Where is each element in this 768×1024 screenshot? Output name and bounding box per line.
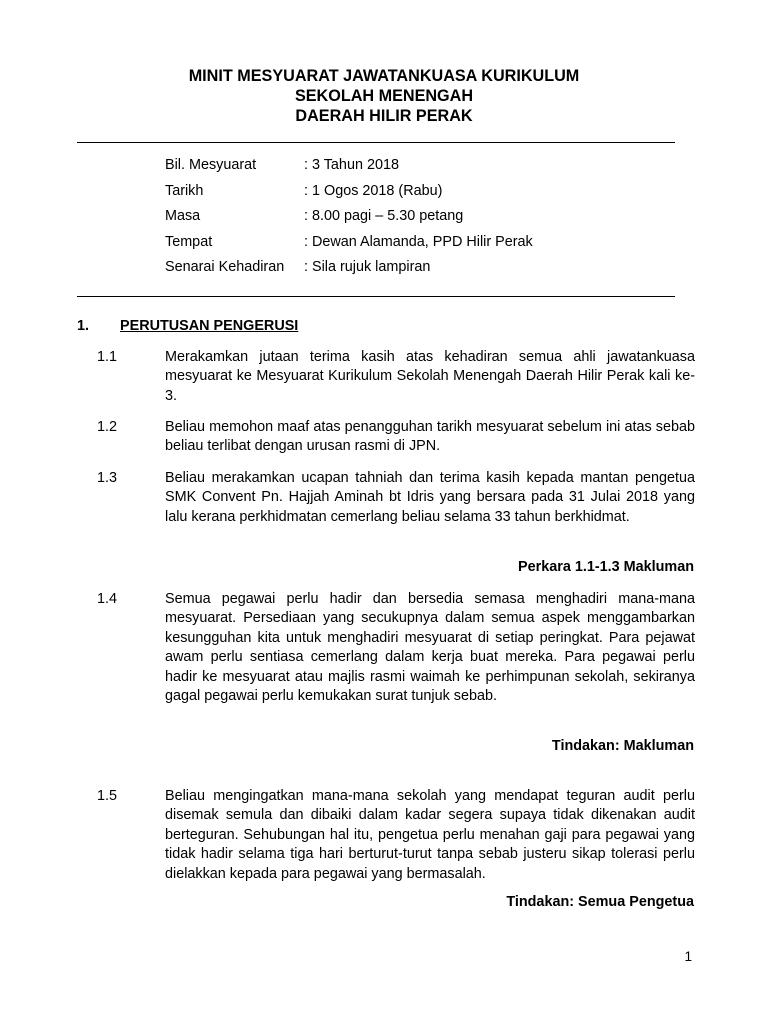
item-text: Merakamkan jutaan terima kasih atas kehadiran semua ahli jawatankuasa mesyuarat ke Mesyuarat Kurikulum Sekolah Menengah Daerah Hilir Perak kali ke-3. xyxy=(165,349,695,404)
meta-value: : 3 Tahun 2018 xyxy=(304,157,399,173)
item-number: 1.2 xyxy=(97,419,118,435)
meta-value: : Sila rujuk lampiran xyxy=(304,259,431,276)
meta-value: : Dewan Alamanda, PPD Hilir Perak xyxy=(304,233,533,250)
meta-value: : 1 Ogos 2018 (Rabu) xyxy=(304,182,443,199)
item-text: Beliau mengingatkan mana-mana sekolah yang mendapat teguran audit perlu disemak semula dan dibaiki dalam kadar segera supaya tidak dikenakan audit berteguran. Sehubungan hal itu, pengetua perlu menahan gaji para pegawai yang tidak hadir selama tiga hari berturut-turut tanpa sebab justeru sikap tolerasi perlu dielakkan kepada para pegawai yang bermasalah. xyxy=(165,788,695,882)
divider-bottom xyxy=(77,296,675,297)
meta-row-bil xyxy=(165,156,533,182)
meeting-details xyxy=(165,156,533,284)
meta-label: Bil. Mesyuarat xyxy=(165,157,257,173)
divider-top xyxy=(77,142,675,143)
action-note: Perkara 1.1-1.3 Makluman xyxy=(518,559,694,575)
item-number: 1.3 xyxy=(97,470,118,486)
meta-row-tarikh xyxy=(165,182,533,208)
meta-label: Masa xyxy=(165,208,201,225)
meta-value: : 8.00 pagi – 5.30 petang xyxy=(304,208,464,225)
section-number: 1. xyxy=(77,318,90,334)
meta-row-kehadiran xyxy=(165,258,533,284)
item-text: Beliau memohon maaf atas penangguhan tarikh mesyuarat sebelum ini atas sebab beliau terlibat dengan urusan rasmi di JPN. xyxy=(165,419,695,455)
action-note: Tindakan: Makluman xyxy=(551,738,694,754)
item-text: Semua pegawai perlu hadir dan bersedia semasa menghadiri mana-mana mesyuarat. Persediaan yang secukupnya dalam semua aspek menggambarkan kesungguhan kita untuk menghadiri mesyuarat di setiap peringkat. Para pejawat awam perlu sentiasa cemerlang dalam kerja buat mereka. Para pegawai perlu hadir ke mesyuarat atau majlis rasmi waimah ke perhimpunan sekolah, sekiranya gagal pegawai perlu kemukakan surat tunjuk sebab. xyxy=(165,591,695,705)
title-line-2: SEKOLAH MENENGAH xyxy=(294,87,474,105)
item-number: 1.4 xyxy=(97,591,118,607)
title-line-3: DAERAH HILIR PERAK xyxy=(295,107,473,125)
meta-label: Tarikh xyxy=(165,182,204,199)
document-title xyxy=(0,66,768,126)
section-title: PERUTUSAN PENGERUSI xyxy=(120,318,299,334)
title-line-1: MINIT MESYUARAT JAWATANKUASA KURIKULUM xyxy=(188,67,580,85)
meta-label: Tempat xyxy=(165,233,213,250)
action-note: Tindakan: Semua Pengetua xyxy=(506,894,694,910)
meta-label: Senarai Kehadiran xyxy=(165,259,285,276)
meta-row-tempat xyxy=(165,233,533,259)
page-number: 1 xyxy=(684,949,692,964)
item-number: 1.1 xyxy=(97,349,118,365)
item-text: Beliau merakamkan ucapan tahniah dan terima kasih kepada mantan pengetua SMK Convent Pn. Hajjah Aminah bt Idris yang bersara pada 31 Julai 2018 yang lalu kerana perkhidmatan cemerlang beliau selama 33 tahun berkhidmat. xyxy=(165,470,695,525)
meta-row-masa xyxy=(165,207,533,233)
item-number: 1.5 xyxy=(97,788,118,804)
